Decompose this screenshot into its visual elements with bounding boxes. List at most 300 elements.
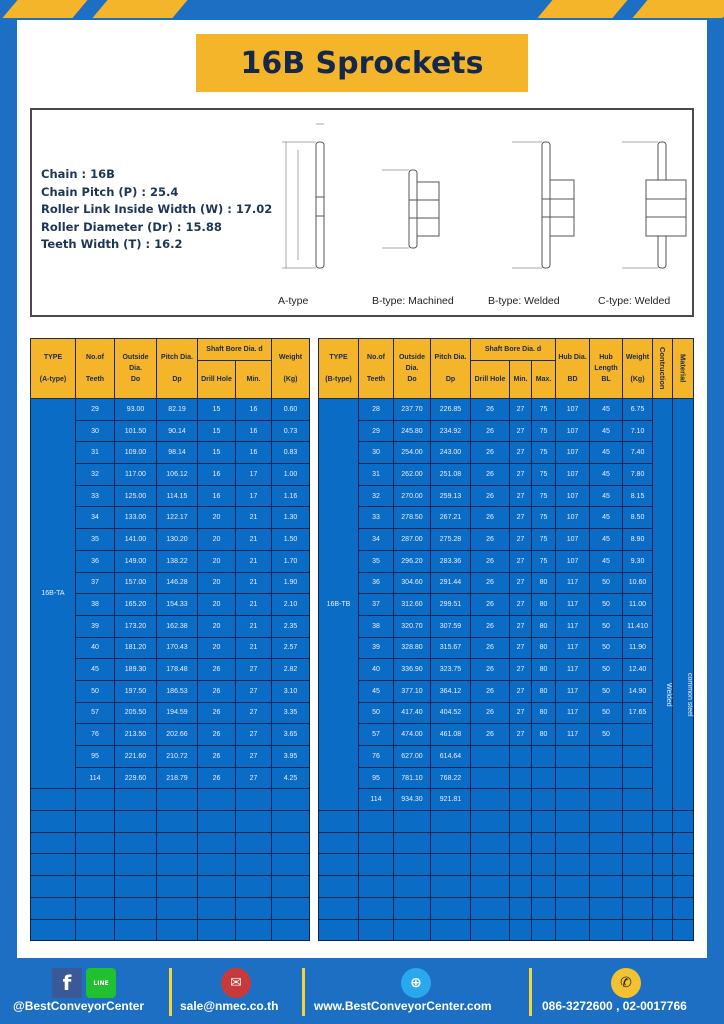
cell-pitch-dia: 186.53 [157, 680, 198, 702]
header-max: Max. [532, 361, 556, 399]
empty-cell [319, 897, 359, 919]
empty-cell [31, 854, 76, 876]
cell-weight: 10.60 [623, 572, 653, 594]
empty-cell [623, 897, 653, 919]
empty-cell [272, 789, 310, 811]
cell-min-bore: 17 [236, 464, 272, 486]
empty-cell [76, 832, 115, 854]
cell-pitch-dia: 461.08 [431, 724, 471, 746]
empty-cell [556, 854, 590, 876]
cell-teeth: 45 [76, 659, 115, 681]
empty-cell [319, 811, 359, 833]
cell-min-bore: 27 [510, 442, 532, 464]
empty-cell [590, 897, 623, 919]
empty-cell [431, 811, 471, 833]
cell-hub-length [590, 789, 623, 811]
empty-cell [394, 832, 431, 854]
cell-min-bore: 27 [236, 680, 272, 702]
c-welded-drawing [622, 142, 686, 268]
phone-numbers[interactable]: 086-3272600 , 02-0017766 [542, 999, 687, 1013]
cell-min-bore: 27 [510, 659, 532, 681]
cell-min-bore: 21 [236, 572, 272, 594]
cell-hub-dia [556, 767, 590, 789]
cell-hub-dia: 117 [556, 724, 590, 746]
cell-min-bore: 27 [236, 746, 272, 768]
empty-cell [532, 919, 556, 941]
cell-pitch-dia: 243.00 [431, 442, 471, 464]
empty-cell [198, 789, 236, 811]
empty-cell [319, 832, 359, 854]
cell-weight: 11.90 [623, 637, 653, 659]
header-outside-dia: Outside Dia. Do [394, 339, 431, 399]
divider [302, 968, 305, 1016]
empty-cell [394, 876, 431, 898]
cell-outside-dia: 93.00 [115, 399, 157, 421]
cell-outside-dia: 474.00 [394, 724, 431, 746]
empty-cell [272, 897, 310, 919]
cell-min-bore: 27 [510, 702, 532, 724]
empty-cell [236, 811, 272, 833]
empty-cell [673, 854, 694, 876]
cell-pitch-dia: 170.43 [157, 637, 198, 659]
cell-max-bore: 80 [532, 615, 556, 637]
cell-weight: 4.25 [272, 767, 310, 789]
empty-cell [471, 832, 510, 854]
cell-outside-dia: 189.30 [115, 659, 157, 681]
empty-row [319, 897, 694, 919]
empty-cell [76, 789, 115, 811]
cell-pitch-dia: 218.79 [157, 767, 198, 789]
empty-cell [319, 854, 359, 876]
table-row [319, 789, 694, 811]
empty-cell [556, 897, 590, 919]
empty-cell [431, 919, 471, 941]
empty-cell [510, 811, 532, 833]
cell-outside-dia: 197.50 [115, 680, 157, 702]
table-row [319, 572, 694, 594]
cell-min-bore: 17 [236, 485, 272, 507]
empty-cell [510, 897, 532, 919]
line-icon[interactable]: LINE [86, 968, 116, 998]
cell-max-bore: 75 [532, 464, 556, 486]
cell-weight: 9.30 [623, 550, 653, 572]
cell-teeth: 39 [76, 615, 115, 637]
empty-cell [198, 876, 236, 898]
empty-cell [431, 876, 471, 898]
table-row [319, 442, 694, 464]
empty-cell [394, 811, 431, 833]
cell-min-bore: 27 [236, 724, 272, 746]
cell-weight: 1.90 [272, 572, 310, 594]
b-welded-drawing [512, 142, 574, 268]
cell-min-bore: 27 [510, 680, 532, 702]
cell-outside-dia: 165.20 [115, 594, 157, 616]
empty-row [319, 919, 694, 941]
cell-pitch-dia: 267.21 [431, 507, 471, 529]
cell-min-bore: 16 [236, 420, 272, 442]
cell-pitch-dia: 82.19 [157, 399, 198, 421]
cell-min-bore: 27 [510, 485, 532, 507]
sprocket-diagram [272, 112, 692, 292]
cell-hub-length [590, 746, 623, 768]
empty-cell [236, 897, 272, 919]
cell-max-bore: 75 [532, 485, 556, 507]
empty-cell [510, 832, 532, 854]
cell-pitch-dia: 251.08 [431, 464, 471, 486]
cell-hub-dia: 117 [556, 572, 590, 594]
cell-weight: 3.35 [272, 702, 310, 724]
cell-teeth: 28 [359, 399, 394, 421]
a-type-drawing [282, 124, 324, 268]
cell-max-bore: 80 [532, 702, 556, 724]
cell-min-bore: 27 [510, 550, 532, 572]
cell-outside-dia: 213.50 [115, 724, 157, 746]
cell-max-bore: 80 [532, 637, 556, 659]
empty-cell [157, 854, 198, 876]
empty-cell [653, 854, 673, 876]
empty-cell [673, 876, 694, 898]
cell-pitch-dia: 307.59 [431, 615, 471, 637]
cell-pitch-dia: 106.12 [157, 464, 198, 486]
empty-cell [623, 811, 653, 833]
empty-cell [359, 854, 394, 876]
cell-hub-dia: 107 [556, 529, 590, 551]
empty-cell [590, 854, 623, 876]
cell-hub-length: 45 [590, 529, 623, 551]
cell-teeth: 32 [76, 464, 115, 486]
cell-drill-hole: 26 [198, 746, 236, 768]
cell-teeth: 57 [76, 702, 115, 724]
cell-weight [623, 746, 653, 768]
empty-cell [556, 876, 590, 898]
cell-hub-dia: 107 [556, 485, 590, 507]
cell-hub-length: 50 [590, 594, 623, 616]
corner-stripe [537, 0, 627, 18]
empty-cell [359, 876, 394, 898]
cell-hub-length: 45 [590, 507, 623, 529]
cell-teeth: 34 [359, 529, 394, 551]
cell-outside-dia: 109.00 [115, 442, 157, 464]
cell-outside-dia: 262.00 [394, 464, 431, 486]
cell-weight: 1.00 [272, 464, 310, 486]
cell-weight: 7.10 [623, 420, 653, 442]
cell-max-bore: 75 [532, 529, 556, 551]
cell-min-bore [510, 767, 532, 789]
empty-cell [623, 832, 653, 854]
cell-pitch-dia: 130.20 [157, 529, 198, 551]
cell-teeth: 32 [359, 485, 394, 507]
header-pitch-dia: Pitch Dia. Dp [431, 339, 471, 399]
cell-outside-dia: 336.90 [394, 659, 431, 681]
facebook-icon[interactable]: f [52, 968, 82, 998]
cell-teeth: 95 [359, 767, 394, 789]
cell-max-bore [532, 746, 556, 768]
empty-cell [471, 811, 510, 833]
cell-max-bore: 75 [532, 507, 556, 529]
email-link[interactable]: sale@nmec.co.th [180, 999, 279, 1013]
cell-hub-length: 50 [590, 659, 623, 681]
empty-cell [673, 897, 694, 919]
empty-row [31, 919, 310, 941]
cell-drill-hole: 26 [471, 659, 510, 681]
cell-outside-dia: 229.60 [115, 767, 157, 789]
globe-icon: ⊕ [401, 968, 431, 998]
empty-row [31, 789, 310, 811]
table-row [319, 464, 694, 486]
cell-drill-hole: 26 [471, 529, 510, 551]
cell-hub-length: 50 [590, 615, 623, 637]
empty-cell [431, 854, 471, 876]
cell-pitch-dia: 234.92 [431, 420, 471, 442]
empty-cell [623, 876, 653, 898]
empty-cell [115, 811, 157, 833]
footer [0, 958, 724, 1024]
social-handle[interactable]: @BestConveyorCenter [13, 999, 145, 1013]
cell-drill-hole: 26 [198, 767, 236, 789]
cell-hub-length: 45 [590, 442, 623, 464]
cell-max-bore: 75 [532, 550, 556, 572]
cell-drill-hole: 20 [198, 550, 236, 572]
empty-cell [319, 919, 359, 941]
header-teeth: No.of Teeth [359, 339, 394, 399]
header-construction: Contruction [653, 339, 673, 399]
table-row [319, 485, 694, 507]
cell-hub-dia: 107 [556, 464, 590, 486]
empty-cell [556, 832, 590, 854]
cell-teeth: 38 [359, 615, 394, 637]
header-type: TYPE (A-type) [31, 339, 76, 399]
cell-weight: 0.83 [272, 442, 310, 464]
cell-hub-dia: 107 [556, 420, 590, 442]
cell-teeth: 35 [76, 529, 115, 551]
empty-cell [471, 876, 510, 898]
empty-cell [532, 854, 556, 876]
cell-hub-length: 50 [590, 724, 623, 746]
cell-outside-dia: 125.00 [115, 485, 157, 507]
cell-teeth: 31 [359, 464, 394, 486]
cell-outside-dia: 304.60 [394, 572, 431, 594]
empty-cell [76, 919, 115, 941]
empty-cell [532, 876, 556, 898]
cell-weight: 8.50 [623, 507, 653, 529]
cell-min-bore: 27 [510, 507, 532, 529]
spec-panel [30, 108, 694, 317]
cell-hub-dia: 107 [556, 550, 590, 572]
cell-weight: 6.75 [623, 399, 653, 421]
cell-pitch-dia: 146.28 [157, 572, 198, 594]
cell-min-bore: 27 [510, 615, 532, 637]
cell-pitch-dia: 138.22 [157, 550, 198, 572]
cell-drill-hole: 26 [471, 637, 510, 659]
empty-cell [198, 897, 236, 919]
table-row [319, 702, 694, 724]
empty-row [31, 897, 310, 919]
material-cell: common steel [673, 399, 694, 811]
cell-drill-hole: 26 [471, 420, 510, 442]
table-row [319, 724, 694, 746]
label-b-machined: B-type: Machined [372, 295, 454, 307]
cell-min-bore: 27 [510, 464, 532, 486]
cell-pitch-dia: 194.59 [157, 702, 198, 724]
cell-weight: 2.35 [272, 615, 310, 637]
phone-icon: ✆ [611, 968, 641, 998]
cell-outside-dia: 254.00 [394, 442, 431, 464]
cell-hub-dia: 117 [556, 637, 590, 659]
cell-drill-hole: 16 [198, 485, 236, 507]
cell-pitch-dia: 315.67 [431, 637, 471, 659]
cell-teeth: 50 [76, 680, 115, 702]
cell-weight: 1.70 [272, 550, 310, 572]
header-hub-dia: Hub Dia. BD [556, 339, 590, 399]
cell-drill-hole [471, 789, 510, 811]
cell-hub-dia [556, 746, 590, 768]
empty-cell [272, 876, 310, 898]
cell-pitch-dia: 98.14 [157, 442, 198, 464]
header-weight: Weight (Kg) [272, 339, 310, 399]
cell-outside-dia: 417.40 [394, 702, 431, 724]
table-row [319, 507, 694, 529]
cell-drill-hole: 26 [471, 572, 510, 594]
cell-outside-dia: 278.50 [394, 507, 431, 529]
empty-cell [359, 832, 394, 854]
table-row [319, 399, 694, 421]
type-cell: 16B-TB [319, 399, 359, 811]
cell-hub-length: 45 [590, 550, 623, 572]
cell-hub-length: 50 [590, 702, 623, 724]
empty-cell [590, 919, 623, 941]
cell-drill-hole: 15 [198, 420, 236, 442]
empty-cell [471, 854, 510, 876]
cell-min-bore: 27 [510, 572, 532, 594]
cell-drill-hole: 16 [198, 464, 236, 486]
cell-outside-dia: 781.10 [394, 767, 431, 789]
cell-teeth: 31 [76, 442, 115, 464]
cell-drill-hole: 26 [471, 507, 510, 529]
spec-pitch: Chain Pitch (P) : 25.4 [41, 184, 179, 199]
cell-outside-dia: 181.20 [115, 637, 157, 659]
cell-outside-dia: 377.10 [394, 680, 431, 702]
table-row [319, 637, 694, 659]
cell-hub-dia: 107 [556, 507, 590, 529]
empty-cell [31, 919, 76, 941]
cell-hub-length: 45 [590, 420, 623, 442]
empty-row [31, 832, 310, 854]
cell-outside-dia: 328.80 [394, 637, 431, 659]
cell-hub-dia: 117 [556, 680, 590, 702]
divider [169, 968, 172, 1016]
empty-cell [31, 789, 76, 811]
empty-row [31, 854, 310, 876]
cell-teeth: 30 [359, 442, 394, 464]
cell-max-bore [532, 789, 556, 811]
divider [529, 968, 532, 1016]
cell-hub-dia [556, 789, 590, 811]
spec-teeth-width: Teeth Width (T) : 16.2 [41, 237, 183, 251]
empty-cell [653, 876, 673, 898]
empty-cell [623, 854, 653, 876]
spec-chain: Chain : 16B [41, 167, 115, 181]
cell-hub-dia: 107 [556, 399, 590, 421]
chain-specs [41, 166, 272, 254]
empty-cell [157, 919, 198, 941]
cell-min-bore: 27 [510, 420, 532, 442]
cell-weight [623, 767, 653, 789]
cell-min-bore: 21 [236, 615, 272, 637]
header-pitch-dia: Pitch Dia. Dp [157, 339, 198, 399]
cell-max-bore: 75 [532, 420, 556, 442]
cell-drill-hole: 26 [471, 724, 510, 746]
cell-teeth: 76 [359, 746, 394, 768]
table-row [319, 550, 694, 572]
empty-cell [198, 811, 236, 833]
empty-cell [198, 832, 236, 854]
table-row [31, 399, 310, 421]
cell-drill-hole: 20 [198, 572, 236, 594]
cell-drill-hole: 20 [198, 507, 236, 529]
cell-drill-hole: 20 [198, 529, 236, 551]
header-type: TYPE (B-type) [319, 339, 359, 399]
empty-cell [236, 876, 272, 898]
cell-drill-hole: 26 [198, 659, 236, 681]
website-link[interactable]: www.BestConveyorCenter.com [314, 999, 492, 1013]
empty-cell [76, 854, 115, 876]
cell-teeth: 35 [359, 550, 394, 572]
cell-teeth: 40 [76, 637, 115, 659]
empty-cell [115, 919, 157, 941]
type-cell: 16B-TA [31, 399, 76, 789]
empty-cell [272, 811, 310, 833]
empty-cell [359, 919, 394, 941]
cell-pitch-dia: 275.28 [431, 529, 471, 551]
cell-outside-dia: 934.30 [394, 789, 431, 811]
empty-cell [359, 811, 394, 833]
cell-drill-hole: 20 [198, 615, 236, 637]
cell-min-bore: 27 [236, 659, 272, 681]
empty-row [319, 832, 694, 854]
cell-weight: 3.65 [272, 724, 310, 746]
empty-row [319, 876, 694, 898]
cell-drill-hole: 26 [471, 680, 510, 702]
label-c-welded: C-type: Welded [598, 295, 671, 307]
cell-outside-dia: 627.00 [394, 746, 431, 768]
cell-teeth: 36 [359, 572, 394, 594]
empty-cell [394, 854, 431, 876]
cell-min-bore: 27 [510, 399, 532, 421]
cell-min-bore: 27 [510, 594, 532, 616]
empty-cell [236, 832, 272, 854]
empty-cell [31, 832, 76, 854]
cell-min-bore [510, 746, 532, 768]
cell-drill-hole: 26 [471, 442, 510, 464]
cell-max-bore: 75 [532, 399, 556, 421]
cell-min-bore: 27 [510, 529, 532, 551]
empty-cell [236, 919, 272, 941]
cell-pitch-dia: 90.14 [157, 420, 198, 442]
cell-outside-dia: 101.50 [115, 420, 157, 442]
cell-outside-dia: 157.00 [115, 572, 157, 594]
cell-teeth: 29 [359, 420, 394, 442]
cell-teeth: 37 [76, 572, 115, 594]
cell-weight: 0.73 [272, 420, 310, 442]
cell-teeth: 36 [76, 550, 115, 572]
empty-cell [236, 789, 272, 811]
header-outside-dia: Outside Dia. Do [115, 339, 157, 399]
empty-cell [673, 919, 694, 941]
cell-teeth: 95 [76, 746, 115, 768]
header-drill-hole: Drill Hole [198, 361, 236, 399]
b-machined-drawing [382, 170, 439, 248]
empty-row [319, 854, 694, 876]
